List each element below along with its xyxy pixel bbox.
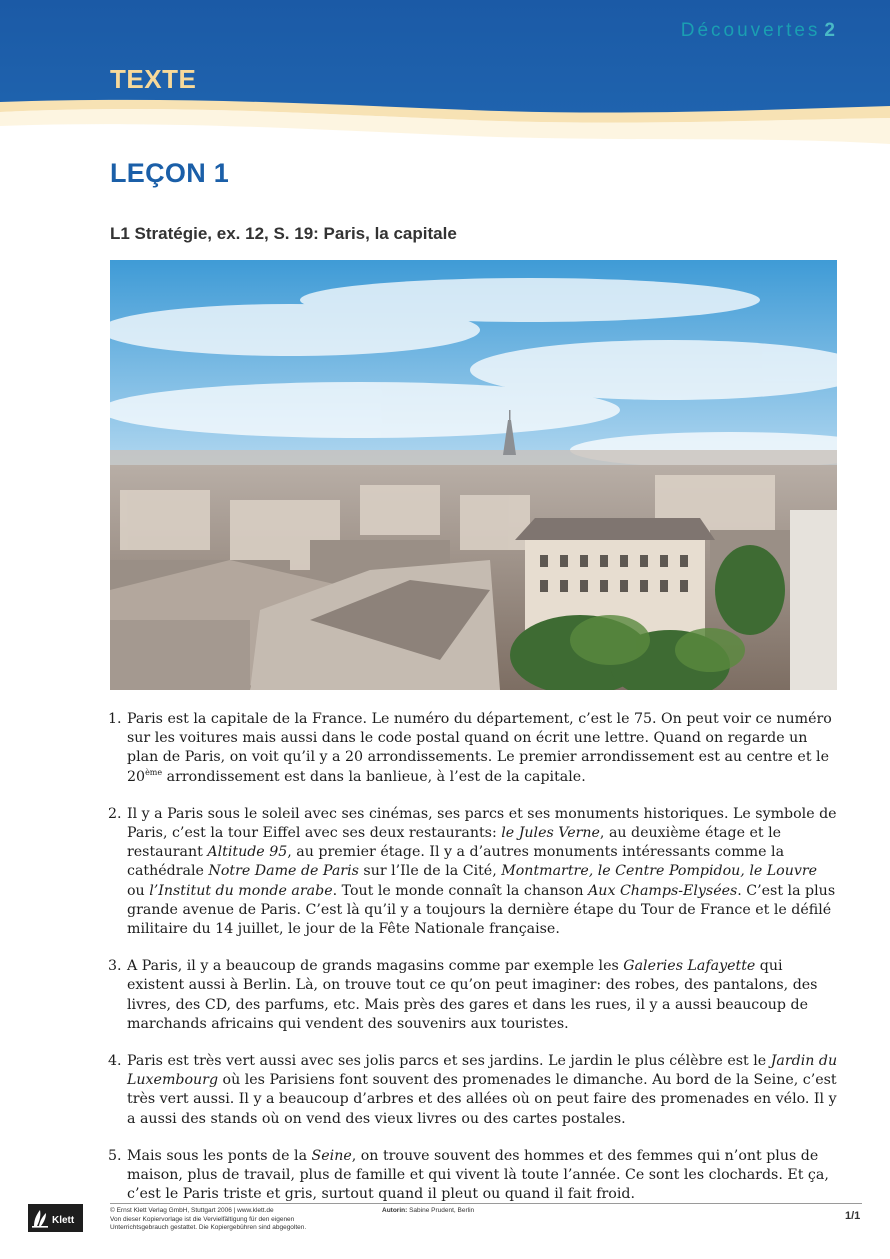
section-label: TEXTE (110, 64, 197, 94)
item-text: Il y a Paris sous le soleil avec ses cinémas, ses parcs et ses monuments historiques. Le symbole de Paris, c’est la tour Eiffel avec ses deux restaurants: (127, 805, 837, 842)
item-number: 4. (108, 1053, 122, 1070)
item-text: ème (145, 767, 163, 777)
italic-text: Montmartre, le Centre Pompidou, le Louvre (501, 863, 818, 880)
author-label: Autorin: (382, 1207, 408, 1214)
item-text: A Paris, il y a beaucoup de grands magasins comme par exemple les (127, 958, 624, 975)
item-number: 1. (108, 711, 122, 727)
item-text: arrondissement est dans la banlieue, à l’est de la capitale. (162, 768, 586, 785)
page-number: 1/1 (845, 1210, 861, 1222)
italic-text: Notre Dame de Paris (208, 863, 359, 880)
footer-copyright: © Ernst Klett Verlag GmbH, Stuttgart 2006 | www.klett.de (110, 1207, 274, 1214)
item-text: ou (127, 882, 150, 899)
italic-text: le Jules Verne (501, 825, 600, 842)
italic-text: Jardin du Luxembourg (127, 1053, 838, 1089)
lesson-title: LEÇON 1 (110, 158, 230, 188)
page-header (0, 0, 890, 150)
footer-divider (110, 1203, 862, 1204)
text-item (108, 805, 838, 939)
item-text: Paris est très vert aussi avec ses jolis parcs et ses jardins. Le jardin le plus célèbre est le (127, 1053, 771, 1070)
text-item (108, 1147, 838, 1205)
logo-text: Klett (52, 1215, 75, 1226)
item-number: 5. (108, 1147, 122, 1164)
italic-text: Seine (311, 1147, 352, 1164)
text-item (108, 1052, 838, 1129)
italic-text: l’Institut du monde arabe (149, 882, 333, 899)
footer-legal-line-2: Unterrichtsgebrauch gestattet. Die Kopiergebühren sind abgegolten. (110, 1224, 307, 1232)
paris-photo (110, 260, 837, 690)
footer-author (382, 1207, 474, 1214)
item-text: , on trouve souvent des hommes et des femmes qui n’ont plus de maison, plus de travail, plus de famille et qui vivent là toute l’année. Ce sont les clochards. Et ça, c’est le Paris triste et gris, surtout quand il pleut ou quand il fait froid. (127, 1147, 829, 1203)
footer-legal-line-1: Von dieser Kopiervorlage ist die Vervielfältigung für den eigenen (110, 1215, 295, 1223)
italic-text: Aux Champs-Elysées (588, 882, 738, 899)
klett-logo (28, 1204, 83, 1232)
text-items (108, 710, 838, 1222)
item-text: sur l’Ile de la Cité, (358, 863, 502, 880)
item-text: Mais sous les ponts de la (127, 1147, 312, 1164)
author-name: Sabine Prudent, Berlin (409, 1207, 475, 1214)
footer-legal (110, 1207, 306, 1233)
item-number: 3. (108, 958, 122, 975)
exercise-subtitle: L1 Stratégie, ex. 12, S. 19: Paris, la capitale (110, 224, 457, 243)
item-text: Paris est la capitale de la France. Le numéro du département, c’est le 75. On peut voir ce numéro sur les voitures mais aussi dans le code postal quand on écrit une lettre. Quand on regarde un plan de Paris, on voit qu’il y a 20 arrondissements. Le premier arrondissement est au centre et le 20 (127, 711, 832, 785)
text-item (108, 957, 838, 1034)
item-text: . C’est la plus grande avenue de Paris. C’est là qu’il y a toujours la dernière étape du Tour de France et le défilé militaire du 14 juillet, le jour de la Fête Nationale française. (127, 882, 836, 938)
item-text: , au deuxième étage et le restaurant (127, 825, 782, 861)
series-name: Découvertes 2 (680, 20, 838, 41)
italic-text: Altitude 95 (207, 844, 288, 861)
text-item (108, 710, 838, 787)
item-text: où les Parisiens font souvent des promenades le dimanche. Au bord de la Seine, c’est très vert aussi. Il y a beaucoup d’arbres et des allées où on peut faire des promenades en vélo. Il y a aussi des stands où on vend des vieux livres ou des cartes postales. (127, 1072, 837, 1127)
italic-text: Galeries Lafayette (623, 958, 756, 975)
item-text: qui existent aussi à Berlin. Là, on trouve tout ce qu’on peut imaginer: des robes, des pantalons, des livres, des CD, des parfums, etc. Mais près des gares et dans les rues, il y a aussi beaucoup de marchands africains qui vendent des souvenirs aux touristes. (127, 958, 818, 1032)
item-number: 2. (108, 805, 122, 822)
item-text: . Tout le monde connaît la chanson (332, 882, 589, 899)
item-text: , au premier étage. Il y a d’autres monuments intéressants comme la cathédrale (127, 844, 785, 880)
series-number: 2 (824, 20, 838, 41)
